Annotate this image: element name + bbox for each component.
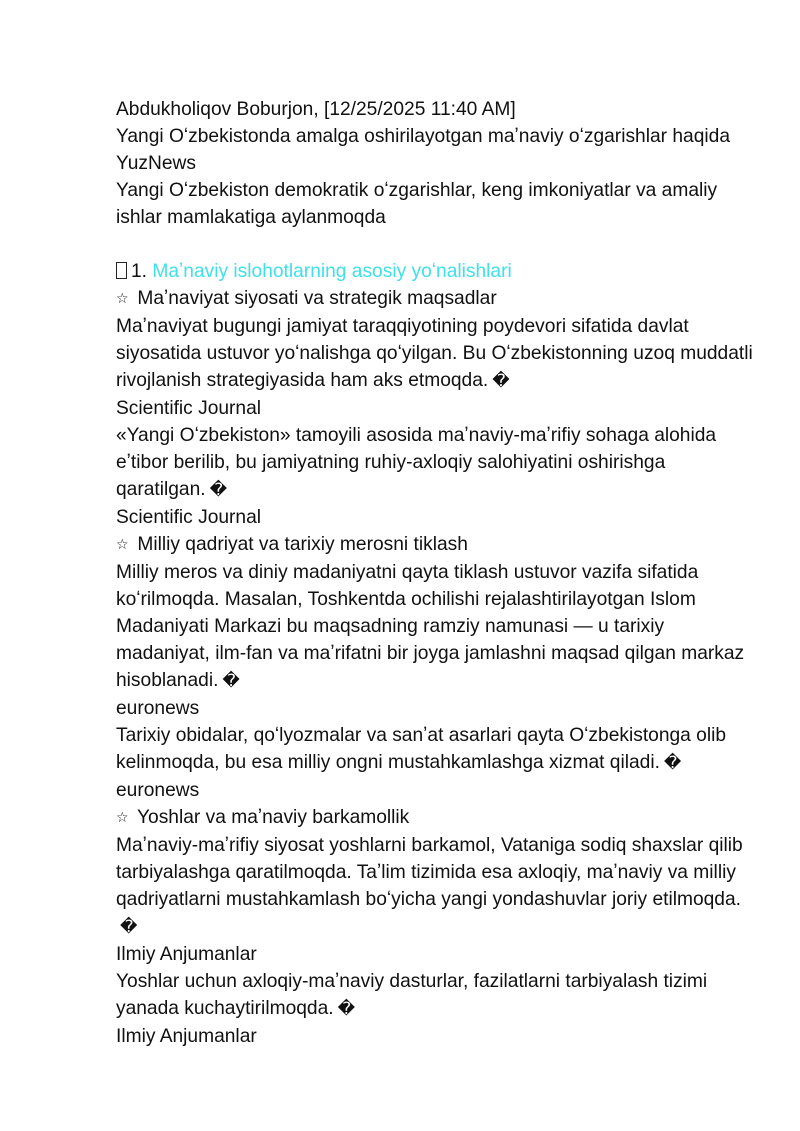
- paragraph: [116, 832, 756, 941]
- box-glyph-icon: [116, 262, 127, 279]
- subsection-heading: [116, 804, 756, 832]
- replacement-char-icon: �: [337, 999, 356, 1019]
- document-page: [116, 96, 756, 1050]
- paragraph-text: «Yangi Oʻzbekiston» tamoyili asosida maʼnaviy-maʼrifiy sohaga alohida eʼtibor berilib, bu jamiyatning ruhiy-axloqiy salohiyatini oshirishga qaratilgan.: [116, 425, 717, 500]
- section-number: 1.: [131, 261, 148, 282]
- paragraph-text: Maʼnaviyat bugungi jamiyat taraqqiyotining poydevori sifatida davlat siyosatida ustuvor yoʻnalishga qoʻyilgan. Bu Oʻzbekistonning uzoq muddatli rivojlanish strategiyasida ham aks etmoqda.: [116, 316, 753, 391]
- spacer: [116, 231, 756, 258]
- subsection-heading: [116, 531, 756, 559]
- replacement-char-icon: �: [120, 917, 138, 937]
- paragraph-source: Scientific Journal: [116, 398, 262, 419]
- replacement-char-icon: �: [663, 753, 682, 773]
- paragraph: [116, 968, 756, 1023]
- article-lead: Yangi Oʻzbekiston demokratik oʻzgarishlar, keng imkoniyatlar va amaliy ishlar mamlakatiga aylanmoqda: [116, 180, 718, 228]
- replacement-char-icon: �: [209, 480, 228, 500]
- subsection-heading: [116, 285, 756, 313]
- star-outline-icon: ☆: [116, 537, 129, 553]
- paragraph-source: Ilmiy Anjumanlar: [116, 944, 257, 965]
- star-outline-icon: ☆: [116, 810, 129, 826]
- subsection-title: Maʼnaviyat siyosati va strategik maqsadlar: [137, 288, 497, 309]
- article-title: Yangi Oʻzbekistonda amalga oshirilayotgan maʼnaviy oʻzgarishlar haqida: [116, 126, 730, 147]
- paragraph-text: Milliy meros va diniy madaniyatni qayta tiklash ustuvor vazifa sifatida koʻrilmoqda. Masalan, Toshkentda ochilishi rejalashtirilayotgan Islom Madaniyati Markazi bu maqsadning ramziy namunasi — u tarixiy madaniyat, ilm-fan va maʼrifatni bir joyga jamlashni maqsad qilgan markaz hisoblanadi.: [116, 562, 745, 691]
- star-outline-icon: ☆: [116, 291, 129, 307]
- author-line: Abdukholiqov Boburjon, [12/25/2025 11:40 AM]: [116, 99, 516, 120]
- paragraph-source: Ilmiy Anjumanlar: [116, 1026, 257, 1047]
- paragraph-source: euronews: [116, 698, 200, 719]
- subsection-title: Yoshlar va maʼnaviy barkamollik: [136, 807, 410, 828]
- section-heading: [116, 258, 756, 285]
- subsection-title: Milliy qadriyat va tarixiy merosni tiklash: [137, 534, 468, 555]
- paragraph: [116, 559, 756, 695]
- paragraph: [116, 722, 756, 777]
- paragraph-source: euronews: [116, 780, 200, 801]
- paragraph-text: Tarixiy obidalar, qoʻlyozmalar va sanʼat asarlari qayta Oʻzbekistonga olib kelinmoqda, bu esa milliy ongni mustahkamlashga xizmat qiladi.: [116, 725, 727, 773]
- paragraph-source: Scientific Journal: [116, 507, 262, 528]
- replacement-char-icon: �: [222, 671, 240, 691]
- paragraph: [116, 422, 756, 504]
- article-source: YuzNews: [116, 153, 196, 174]
- paragraph: [116, 313, 756, 395]
- paragraph-text: Yoshlar uchun axloqiy-maʼnaviy dasturlar, fazilatlarni tarbiyalash tizimi yanada kuchaytirilmoqda.: [116, 971, 708, 1019]
- section-title: Maʼnaviy islohotlarning asosiy yoʻnalishlari: [152, 261, 512, 282]
- paragraph-text: Maʼnaviy-maʼrifiy siyosat yoshlarni barkamol, Vataniga sodiq shaxslar qilib tarbiyalashga qaratilmoqda. Taʼlim tizimida esa axloqiy, maʼnaviy va milliy qadriyatlarni mustahkamlash boʻyicha yangi yondashuvlar joriy etilmoqda.: [116, 835, 743, 910]
- replacement-char-icon: �: [492, 371, 510, 391]
